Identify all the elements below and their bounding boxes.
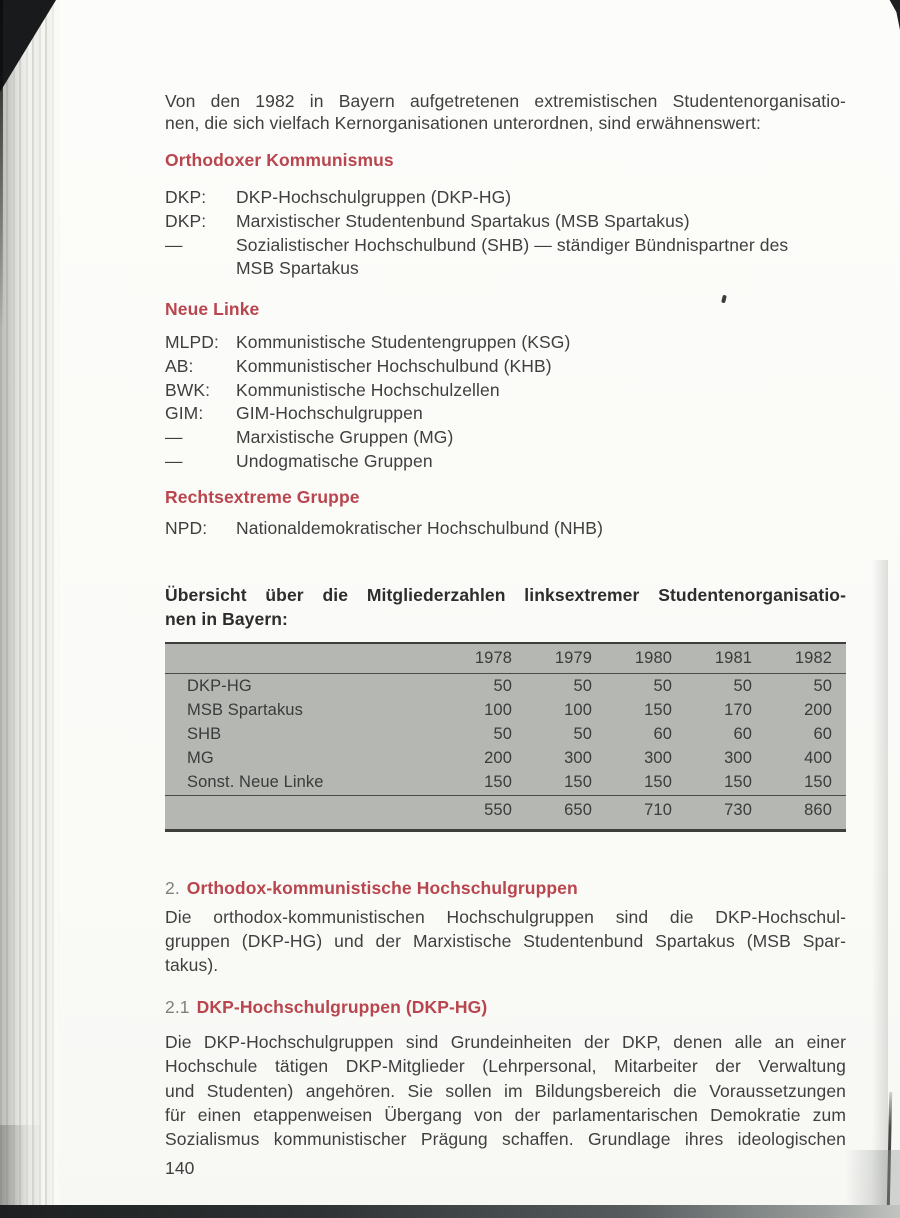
- paragraph-line: nen, die sich vielfach Kernorganisationen unterordnen, sind erwähnenswert:: [165, 112, 761, 133]
- page-number: 140: [165, 1158, 195, 1178]
- org-list-rechtsextrem: [165, 517, 846, 541]
- table-row: [165, 770, 846, 794]
- paragraph-line: Von den 1982 in Bayern aufgetretenen extremistischen Studentenorganisatio-: [165, 91, 846, 111]
- paragraph-line: und Studenten) angehören. Sie sollen im Bildungsbereich die Voraussetzungen: [165, 1080, 846, 1101]
- org-list-item: [165, 331, 846, 355]
- org-text: Kommunistische Hochschulzellen: [236, 379, 500, 400]
- table-total-cell: 710: [644, 801, 672, 819]
- table-header-cell: 1981: [714, 649, 752, 667]
- org-list-item: [165, 517, 846, 541]
- section-number: 2.1: [165, 997, 190, 1017]
- page-edge-shade: [0, 1125, 44, 1205]
- table-cell: 300: [564, 748, 592, 767]
- table-cell: 170: [724, 700, 752, 719]
- table-title-line: nen in Bayern:: [165, 609, 288, 629]
- table-row-name: Sonst. Neue Linke: [187, 772, 324, 791]
- org-label: DKP:: [165, 210, 207, 231]
- section-heading-text: Orthodox-kommunistische Hochschulgruppen: [186, 878, 578, 898]
- table-cell: 50: [573, 676, 592, 695]
- table-header-cell: 1980: [634, 649, 672, 667]
- table-cell: 50: [653, 676, 672, 695]
- table-cell: 300: [644, 748, 672, 767]
- table-cell: 150: [484, 772, 512, 791]
- table-header-cell: 1982: [794, 649, 832, 667]
- table-cell: 50: [573, 724, 592, 743]
- table-cell: 60: [733, 724, 752, 743]
- paragraph-line: Die orthodox-kommunistischen Hochschulgruppen sind die DKP-Hochschul-: [165, 907, 846, 927]
- paragraph-line: Hochschule tätigen DKP-Mitglieder (Lehrpersonal, Mitarbeiter der Verwaltung: [165, 1056, 846, 1077]
- org-list-neue-linke: [165, 331, 846, 474]
- table-cell: 150: [644, 772, 672, 791]
- table-cell: 100: [564, 700, 592, 719]
- table-row-name: SHB: [187, 724, 222, 743]
- table-cell: 150: [804, 772, 832, 791]
- table-row: [165, 674, 846, 698]
- org-label: —: [165, 450, 183, 471]
- book-spine-shadow: [0, 0, 3, 330]
- table-cell: 50: [733, 676, 752, 695]
- org-list-orthodox: [165, 186, 846, 281]
- org-label: GIM:: [165, 403, 204, 424]
- scan-bottom-edge: [0, 1205, 900, 1218]
- page-curl-shade: [872, 560, 888, 1210]
- org-text: Undogmatische Gruppen: [236, 450, 433, 471]
- table-cell: 60: [813, 724, 832, 743]
- table-cell: 200: [804, 700, 832, 719]
- table-total-cell: 730: [724, 801, 752, 819]
- org-label: NPD:: [165, 518, 208, 538]
- table-cell: 200: [484, 748, 512, 767]
- table-row: [165, 698, 846, 722]
- org-text: Marxistischer Studentenbund Spartakus (MSB Spartakus): [236, 210, 690, 231]
- corner-mark: [887, 0, 900, 30]
- table-cell: 150: [564, 772, 592, 791]
- table-total-cell: 650: [564, 801, 592, 819]
- org-label: [165, 257, 236, 281]
- org-text: GIM-Hochschulgruppen: [236, 403, 423, 424]
- table-cell: 50: [493, 676, 512, 695]
- heading-section-2-1: [165, 997, 846, 1018]
- table-row-name: DKP-HG: [187, 676, 252, 695]
- org-list-item: [165, 257, 846, 281]
- org-list-item: [165, 426, 846, 450]
- table-cell: 50: [813, 676, 832, 695]
- table-row: [165, 722, 846, 746]
- org-list-item: [165, 234, 846, 258]
- org-label: —: [165, 427, 183, 448]
- section-heading-text: DKP-Hochschulgruppen (DKP-HG): [196, 997, 488, 1017]
- org-list-item: [165, 379, 846, 403]
- table-row-name: MG: [187, 748, 214, 767]
- table-total-cell: 860: [804, 801, 832, 819]
- table-header-row: [165, 644, 846, 674]
- org-label: AB:: [165, 355, 194, 376]
- table-row: [165, 746, 846, 770]
- table-title: [165, 583, 846, 631]
- table-header-cell: 1978: [474, 649, 512, 667]
- book-page-edges: [0, 0, 60, 1218]
- org-list-item: [165, 355, 846, 379]
- corner-shadow: [845, 1150, 900, 1205]
- table-totals-row: [165, 795, 846, 825]
- org-label: —: [165, 234, 183, 255]
- table-cell: 150: [724, 772, 752, 791]
- org-text: Kommunistische Studentengruppen (KSG): [236, 332, 571, 352]
- heading-orthodoxer-kommunismus: Orthodoxer Kommunismus: [165, 150, 394, 170]
- org-list-item: [165, 402, 846, 426]
- section-2-paragraph: [165, 906, 846, 977]
- table-cell: 300: [724, 748, 752, 767]
- section-2-1-paragraph: [165, 1030, 846, 1151]
- org-list-item: [165, 186, 846, 210]
- table-row-name: MSB Spartakus: [187, 700, 303, 719]
- heading-rechtsextreme-gruppe: Rechtsextreme Gruppe: [165, 487, 360, 507]
- org-list-item: [165, 450, 846, 474]
- heading-neue-linke: Neue Linke: [165, 299, 260, 319]
- table-title-line: Übersicht über die Mitgliederzahlen linksextremer Studentenorganisatio-: [165, 585, 846, 605]
- org-text: Marxistische Gruppen (MG): [236, 427, 454, 448]
- org-list-item: [165, 210, 846, 234]
- table-cell: 60: [653, 724, 672, 743]
- paragraph-line: Die DKP-Hochschulgruppen sind Grundeinheiten der DKP, denen alle an einer: [165, 1032, 846, 1052]
- org-label: DKP:: [165, 187, 207, 207]
- org-label: BWK:: [165, 379, 211, 400]
- table-cell: 150: [644, 700, 672, 719]
- org-text: Nationaldemokratischer Hochschulbund (NHB): [236, 518, 603, 538]
- paragraph-line: für einen etappenweisen Übergang von der parlamentarischen Demokratie zum: [165, 1104, 846, 1125]
- table-cell: 100: [484, 700, 512, 719]
- org-text: Kommunistischer Hochschulbund (KHB): [236, 355, 552, 376]
- membership-table: [165, 642, 846, 832]
- table-cell: 50: [493, 724, 512, 743]
- org-text: DKP-Hochschulgruppen (DKP-HG): [236, 187, 512, 207]
- table-header-cell: 1979: [554, 649, 592, 667]
- section-number: 2.: [165, 878, 180, 898]
- org-label: MLPD:: [165, 332, 219, 352]
- org-text: MSB Spartakus: [236, 258, 359, 279]
- table-total-cell: 550: [484, 801, 512, 819]
- paragraph-line: takus).: [165, 954, 219, 975]
- paragraph-line: Sozialismus kommunistischer Prägung schaffen. Grundlage ihres ideologischen: [165, 1129, 846, 1150]
- table-cell: 400: [804, 748, 832, 767]
- paragraph-line: gruppen (DKP-HG) und der Marxistische Studentenbund Spartakus (MSB Spar-: [165, 930, 846, 951]
- heading-section-2: [165, 878, 846, 899]
- org-text: Sozialistischer Hochschulbund (SHB) — ständiger Bündnispartner des: [236, 234, 789, 255]
- intro-paragraph: [165, 91, 846, 134]
